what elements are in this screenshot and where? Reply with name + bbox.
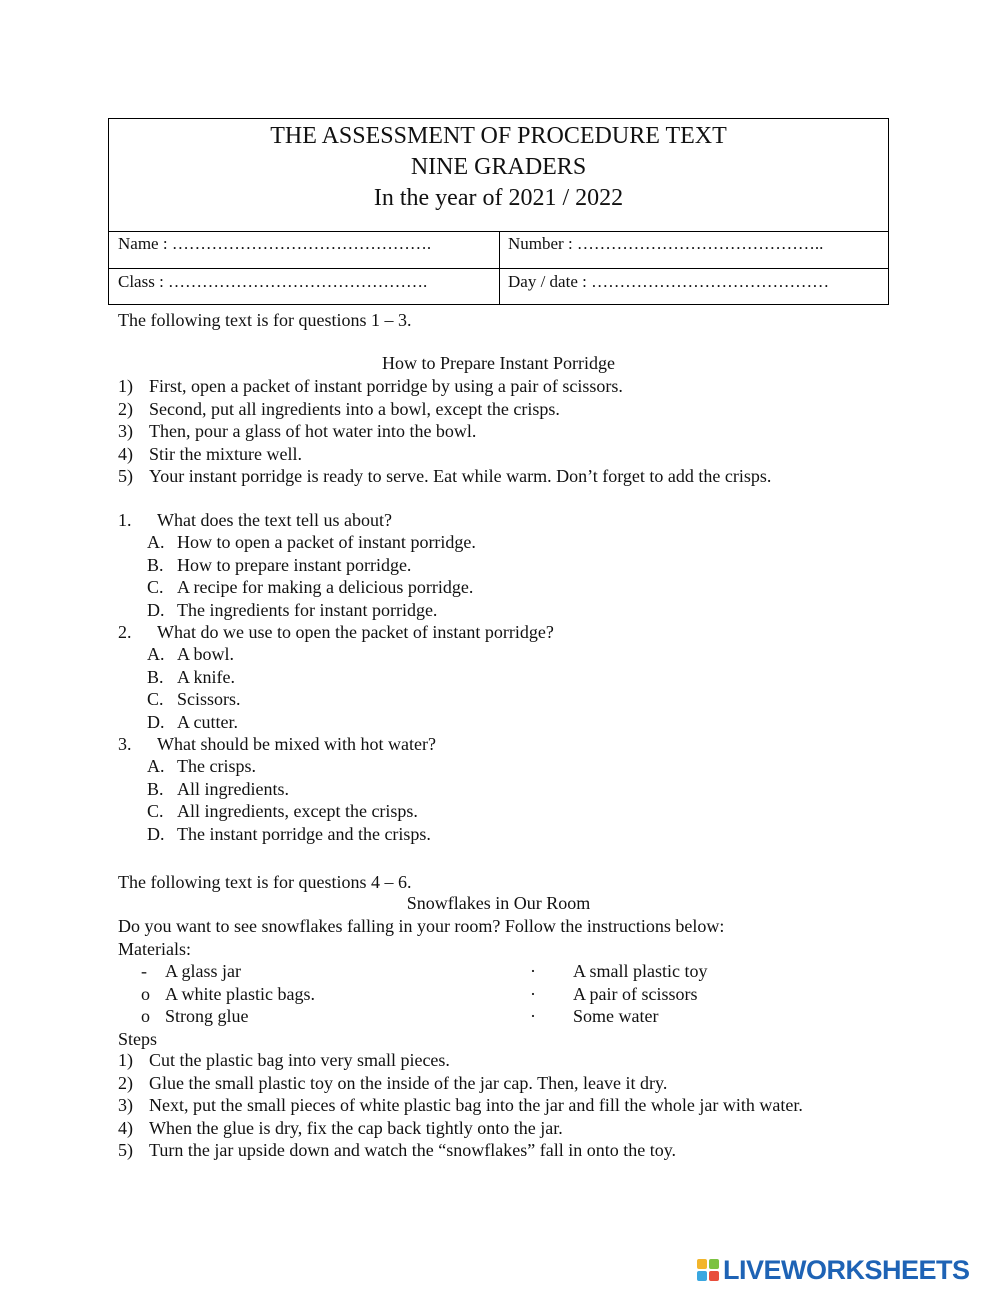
logo-block [697, 1259, 707, 1269]
step-text: Your instant porridge is ready to serve. Eat while warm. Don’t forget to add the crisps. [149, 466, 772, 486]
option-text: The ingredients for instant porridge. [177, 599, 438, 620]
steps-label: Steps [118, 1029, 158, 1049]
divider [499, 231, 500, 304]
liveworksheets-logo [697, 1252, 970, 1288]
material-bullet: · [530, 983, 536, 1004]
option-text: All ingredients, except the crisps. [177, 801, 418, 822]
option-letter: D. [147, 711, 165, 732]
step-number: 4) [118, 443, 133, 464]
step-number: 5) [118, 1140, 133, 1160]
option-text: A knife. [177, 666, 235, 687]
option-text: The instant porridge and the crisps. [177, 823, 431, 844]
step-number: 5) [118, 466, 133, 486]
step-text: Turn the jar upside down and watch the “snowflakes” fall in onto the toy. [149, 1140, 677, 1160]
option-text: All ingredients. [177, 778, 289, 799]
section2-lead: Do you want to see snowflakes falling in your room? Follow the instructions below: [118, 916, 725, 936]
step-text: First, open a packet of instant porridge by using a pair of scissors. [149, 376, 623, 396]
logo-text: LIVEWORKSHEETS [723, 1254, 970, 1285]
materials-label: Materials: [118, 939, 191, 959]
step-number: 3) [118, 1095, 133, 1115]
logo-block [709, 1259, 719, 1269]
option-letter: B. [147, 666, 164, 687]
material-bullet: o [141, 983, 150, 1004]
logo-block [697, 1271, 707, 1281]
material-bullet: · [530, 1006, 536, 1026]
number-field[interactable]: Number : …………………………………….. [508, 234, 824, 253]
section1-intro: The following text is for questions 1 – 3. [118, 310, 412, 330]
option-text: A bowl. [177, 644, 235, 665]
question-text: What should be mixed with hot water? [157, 734, 436, 754]
section2-title: Snowflakes in Our Room [406, 893, 591, 913]
option-text: Scissors. [177, 689, 241, 710]
option-text: A cutter. [177, 711, 238, 732]
option-text: How to open a packet of instant porridge. [177, 532, 476, 553]
option-text: How to prepare instant porridge. [177, 554, 412, 575]
option-letter: A. [147, 532, 165, 553]
option-letter: D. [147, 599, 165, 620]
section1-title: How to Prepare Instant Porridge [382, 353, 615, 373]
step-number: 4) [118, 1117, 133, 1138]
material-bullet: · [530, 961, 536, 981]
material-item: A glass jar [165, 961, 241, 981]
option-text: A recipe for making a delicious porridge. [177, 577, 474, 598]
logo-blocks-icon [697, 1259, 719, 1281]
option-letter: B. [147, 554, 164, 575]
option-letter: C. [147, 577, 164, 598]
material-item: Strong glue [165, 1006, 249, 1026]
step-text: Second, put all ingredients into a bowl, except the crisps. [149, 398, 560, 419]
date-field[interactable]: Day / date : …………………………………… [508, 272, 830, 291]
header-box [108, 118, 889, 305]
question-text: What does the text tell us about? [157, 510, 392, 530]
step-text: Then, pour a glass of hot water into the bowl. [149, 421, 477, 441]
step-number: 2) [118, 398, 133, 419]
title-area [109, 119, 888, 231]
option-letter: B. [147, 778, 164, 799]
step-number: 1) [118, 376, 133, 396]
option-text: The crisps. [177, 756, 256, 777]
material-bullet: o [141, 1006, 150, 1026]
material-item: A small plastic toy [573, 961, 708, 981]
section2-intro: The following text is for questions 4 – 6. [118, 872, 412, 892]
title-line-1: THE ASSESSMENT OF PROCEDURE TEXT [270, 123, 727, 149]
option-letter: D. [147, 823, 165, 844]
step-text: Stir the mixture well. [149, 443, 302, 464]
material-item: A pair of scissors [573, 983, 698, 1004]
step-number: 1) [118, 1050, 133, 1070]
class-field[interactable]: Class : ………………………………………. [118, 272, 428, 291]
material-item: A white plastic bags. [165, 983, 315, 1004]
step-text: Next, put the small pieces of white plastic bag into the jar and fill the whole jar with water. [149, 1095, 803, 1115]
step-number: 3) [118, 421, 133, 441]
option-letter: C. [147, 689, 164, 710]
question-number: 3. [118, 734, 132, 754]
step-number: 2) [118, 1072, 133, 1093]
question-number: 2. [118, 622, 132, 642]
title-line-3: In the year of 2021 / 2022 [373, 185, 624, 211]
step-text: Cut the plastic bag into very small pieces. [149, 1050, 450, 1070]
question-text: What do we use to open the packet of instant porridge? [157, 622, 554, 642]
step-text: Glue the small plastic toy on the inside of the jar cap. Then, leave it dry. [149, 1072, 668, 1093]
option-letter: A. [147, 756, 165, 777]
name-field[interactable]: Name : ………………………………………. [118, 234, 432, 253]
material-item: Some water [573, 1006, 659, 1026]
step-text: When the glue is dry, fix the cap back tightly onto the jar. [149, 1117, 563, 1138]
option-letter: C. [147, 801, 164, 822]
option-letter: A. [147, 644, 165, 665]
question-number: 1. [118, 510, 132, 530]
material-bullet: - [141, 961, 147, 981]
title-line-2: NINE GRADERS [410, 154, 587, 180]
logo-block [709, 1271, 719, 1281]
